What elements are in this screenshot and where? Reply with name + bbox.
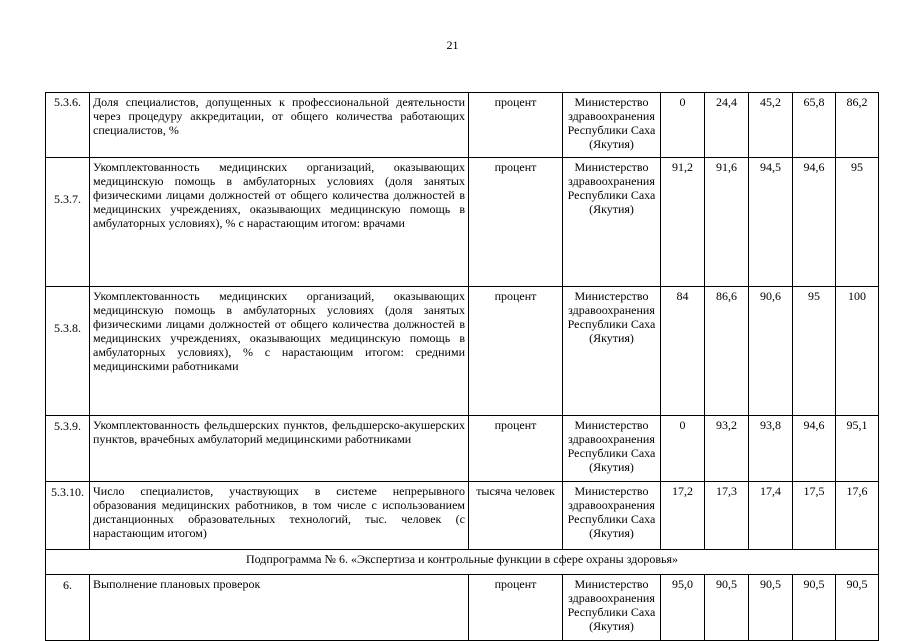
value-cell: 95,1	[836, 416, 879, 482]
row-number: 5.3.8.	[46, 287, 90, 416]
value-cell: 100	[836, 287, 879, 416]
value-cell: 17,5	[793, 482, 836, 550]
value-cell: 91,6	[705, 158, 749, 287]
page-number: 21	[446, 38, 459, 52]
value-cell: 17,6	[836, 482, 879, 550]
value-cell: 94,5	[749, 158, 793, 287]
value-cell: 91,2	[661, 158, 705, 287]
row-number: 5.3.7.	[46, 158, 90, 287]
value-cell: 17,4	[749, 482, 793, 550]
indicator-description: Укомплектованность медицинских организаций, оказывающих медицинскую помощь в амбулаторных условиях (доля занятых физическими лицами должностей от общего количества должностей в медицинских учреждениях, оказывающих медицинскую помощь в амбулаторных условиях), % с нарастающим итогом: средними медицинскими работниками	[90, 287, 469, 416]
value-cell: 17,2	[661, 482, 705, 550]
row-number: 5.3.9.	[46, 416, 90, 482]
table-row	[46, 158, 879, 287]
value-cell: 24,4	[705, 93, 749, 158]
unit-cell: процент	[469, 158, 563, 287]
value-cell: 86,2	[836, 93, 879, 158]
value-cell: 0	[661, 416, 705, 482]
subprogram-row	[46, 550, 879, 575]
row-number: 5.3.10.	[46, 482, 90, 550]
value-cell: 84	[661, 287, 705, 416]
indicator-description: Укомплектованность медицинских организаций, оказывающих медицинскую помощь в амбулаторных условиях (доля занятых физическими лицами должностей от общего количества должностей в медицинских учреждениях, оказывающих медицинскую помощь в амбулаторных условиях), % с нарастающим итогом: врачами	[90, 158, 469, 287]
table-row	[46, 93, 879, 158]
unit-cell: процент	[469, 575, 563, 641]
agency-cell: Министерство здравоохранения Республики Саха (Якутия)	[563, 287, 661, 416]
agency-cell: Министерство здравоохранения Республики Саха (Якутия)	[563, 416, 661, 482]
table-row	[46, 287, 879, 416]
value-cell: 95	[836, 158, 879, 287]
unit-cell: процент	[469, 416, 563, 482]
value-cell: 95,0	[661, 575, 705, 641]
value-cell: 94,6	[793, 158, 836, 287]
value-cell: 90,5	[836, 575, 879, 641]
agency-cell: Министерство здравоохранения Республики Саха (Якутия)	[563, 575, 661, 641]
value-cell: 17,3	[705, 482, 749, 550]
table-row	[46, 575, 879, 641]
indicators-table	[45, 92, 879, 641]
value-cell: 86,6	[705, 287, 749, 416]
value-cell: 45,2	[749, 93, 793, 158]
row-number: 5.3.6.	[46, 93, 90, 158]
value-cell: 94,6	[793, 416, 836, 482]
value-cell: 90,5	[705, 575, 749, 641]
value-cell: 95	[793, 287, 836, 416]
value-cell: 65,8	[793, 93, 836, 158]
agency-cell: Министерство здравоохранения Республики Саха (Якутия)	[563, 93, 661, 158]
indicator-description: Число специалистов, участвующих в системе непрерывного образования медицинских работников, в том числе с использованием дистанционных образовательных технологий, тыс. человек (с нарастающим итогом)	[90, 482, 469, 550]
subprogram-heading: Подпрограмма № 6. «Экспертиза и контрольные функции в сфере охраны здоровья»	[46, 550, 879, 575]
unit-cell: тысяча человек	[469, 482, 563, 550]
unit-cell: процент	[469, 287, 563, 416]
agency-cell: Министерство здравоохранения Республики Саха (Якутия)	[563, 482, 661, 550]
value-cell: 93,2	[705, 416, 749, 482]
table-row	[46, 416, 879, 482]
unit-cell: процент	[469, 93, 563, 158]
indicator-description: Доля специалистов, допущенных к профессиональной деятельности через процедуру аккредитации, от общего количества работающих специалистов, %	[90, 93, 469, 158]
value-cell: 90,6	[749, 287, 793, 416]
value-cell: 0	[661, 93, 705, 158]
value-cell: 90,5	[793, 575, 836, 641]
table-row	[46, 482, 879, 550]
value-cell: 90,5	[749, 575, 793, 641]
agency-cell: Министерство здравоохранения Республики Саха (Якутия)	[563, 158, 661, 287]
value-cell: 93,8	[749, 416, 793, 482]
indicator-description: Укомплектованность фельдшерских пунктов, фельдшерско-акушерских пунктов, врачебных амбулаторий медицинскими работниками	[90, 416, 469, 482]
row-number: 6.	[46, 575, 90, 641]
indicator-description: Выполнение плановых проверок	[90, 575, 469, 641]
